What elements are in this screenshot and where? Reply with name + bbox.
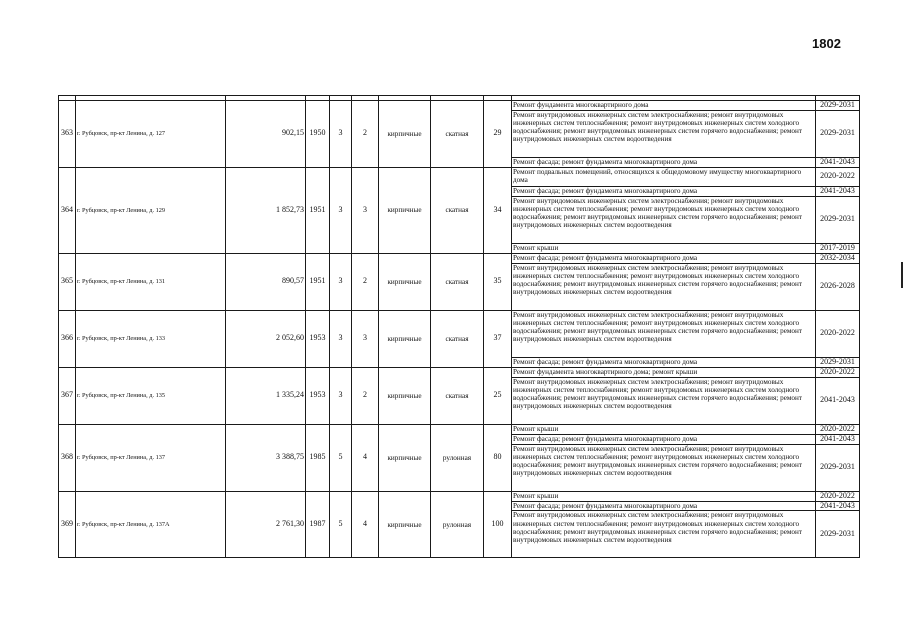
object-entrances: 3 bbox=[352, 310, 379, 367]
object-floors: 3 bbox=[330, 367, 352, 424]
work-period: 2029-2031 bbox=[816, 444, 860, 491]
work-period: 2041-2043 bbox=[816, 157, 860, 167]
object-wall-material: кирпичные bbox=[379, 253, 431, 310]
object-apartments: 25 bbox=[484, 367, 512, 424]
work-description: Ремонт фасада; ремонт фундамента многоквартирного дома bbox=[512, 157, 816, 167]
work-description: Ремонт фасада; ремонт фундамента многоквартирного дома bbox=[512, 253, 816, 263]
work-description: Ремонт фасада; ремонт фундамента многоквартирного дома bbox=[512, 186, 816, 196]
object-entrances: 4 bbox=[352, 491, 379, 558]
table-row bbox=[59, 101, 860, 111]
object-area: 1 335,24 bbox=[226, 367, 306, 424]
work-period: 2020-2022 bbox=[816, 310, 860, 357]
object-roof-type: скатная bbox=[431, 101, 484, 168]
object-apartments: 29 bbox=[484, 101, 512, 168]
work-period: 2029-2031 bbox=[816, 110, 860, 157]
object-wall-material: кирпичные bbox=[379, 101, 431, 168]
object-year: 1985 bbox=[306, 424, 330, 491]
object-wall-material: кирпичные bbox=[379, 310, 431, 367]
object-apartments: 80 bbox=[484, 424, 512, 491]
object-area: 3 388,75 bbox=[226, 424, 306, 491]
object-address: г. Рубцовск, пр-кт Ленина, д. 137 bbox=[76, 424, 226, 491]
object-address: г. Рубцовск, пр-кт Ленина, д. 135 bbox=[76, 367, 226, 424]
work-period: 2017-2019 bbox=[816, 243, 860, 253]
work-description: Ремонт внутридомовых инженерных систем электроснабжения; ремонт внутридомовых инженерных систем теплоснабжения; ремонт внутридомовых инженерных систем холодного водоснабжения; ремонт внутридомовых инженерных систем горячего водоснабжения; ремонт внутридомовых инженерных систем водоотведения bbox=[512, 377, 816, 424]
object-apartments: 35 bbox=[484, 253, 512, 310]
table-row bbox=[59, 167, 860, 186]
work-period: 2029-2031 bbox=[816, 196, 860, 243]
object-number: 368 bbox=[59, 424, 76, 491]
object-apartments: 34 bbox=[484, 167, 512, 253]
object-apartments: 37 bbox=[484, 310, 512, 367]
work-period: 2041-2043 bbox=[816, 186, 860, 196]
table-body bbox=[59, 96, 860, 558]
work-description: Ремонт крыши bbox=[512, 424, 816, 434]
work-period: 2026-2028 bbox=[816, 263, 860, 310]
object-roof-type: скатная bbox=[431, 167, 484, 253]
table-row bbox=[59, 491, 860, 501]
table-row bbox=[59, 310, 860, 357]
object-floors: 3 bbox=[330, 167, 352, 253]
object-year: 1987 bbox=[306, 491, 330, 558]
work-description: Ремонт внутридомовых инженерных систем электроснабжения; ремонт внутридомовых инженерных систем теплоснабжения; ремонт внутридомовых инженерных систем холодного водоснабжения; ремонт внутридомовых инженерных систем горячего водоснабжения; ремонт внутридомовых инженерных систем водоотведения bbox=[512, 511, 816, 558]
object-roof-type: скатная bbox=[431, 253, 484, 310]
work-period: 2020-2022 bbox=[816, 367, 860, 377]
work-period: 2020-2022 bbox=[816, 167, 860, 186]
object-floors: 3 bbox=[330, 253, 352, 310]
object-address: г. Рубцовск, пр-кт Ленина, д. 137А bbox=[76, 491, 226, 558]
table-row bbox=[59, 424, 860, 434]
object-roof-type: рулонная bbox=[431, 424, 484, 491]
table-row bbox=[59, 253, 860, 263]
work-description: Ремонт фасада; ремонт фундамента многоквартирного дома bbox=[512, 434, 816, 444]
object-wall-material: кирпичные bbox=[379, 491, 431, 558]
work-period: 2029-2031 bbox=[816, 101, 860, 111]
object-number: 365 bbox=[59, 253, 76, 310]
work-description: Ремонт внутридомовых инженерных систем электроснабжения; ремонт внутридомовых инженерных систем теплоснабжения; ремонт внутридомовых инженерных систем холодного водоснабжения; ремонт внутридомовых инженерных систем горячего водоснабжения; ремонт внутридомовых инженерных систем водоотведения bbox=[512, 263, 816, 310]
object-area: 890,57 bbox=[226, 253, 306, 310]
object-wall-material: кирпичные bbox=[379, 367, 431, 424]
work-period: 2041-2043 bbox=[816, 377, 860, 424]
scan-mark bbox=[901, 262, 903, 288]
object-floors: 5 bbox=[330, 424, 352, 491]
object-year: 1951 bbox=[306, 167, 330, 253]
table-row bbox=[59, 367, 860, 377]
work-period: 2020-2022 bbox=[816, 424, 860, 434]
object-address: г. Рубцовск, пр-кт Ленина, д. 133 bbox=[76, 310, 226, 367]
object-area: 902,15 bbox=[226, 101, 306, 168]
work-period: 2020-2022 bbox=[816, 491, 860, 501]
work-description: Ремонт внутридомовых инженерных систем электроснабжения; ремонт внутридомовых инженерных систем теплоснабжения; ремонт внутридомовых инженерных систем холодного водоснабжения; ремонт внутридомовых инженерных систем горячего водоснабжения; ремонт внутридомовых инженерных систем водоотведения bbox=[512, 110, 816, 157]
work-period: 2029-2031 bbox=[816, 511, 860, 558]
object-floors: 3 bbox=[330, 101, 352, 168]
object-number: 363 bbox=[59, 101, 76, 168]
object-entrances: 2 bbox=[352, 101, 379, 168]
work-description: Ремонт фасада; ремонт фундамента многоквартирного дома bbox=[512, 357, 816, 367]
work-description: Ремонт крыши bbox=[512, 491, 816, 501]
object-number: 369 bbox=[59, 491, 76, 558]
object-wall-material: кирпичные bbox=[379, 167, 431, 253]
object-roof-type: скатная bbox=[431, 310, 484, 367]
object-year: 1953 bbox=[306, 367, 330, 424]
object-apartments: 100 bbox=[484, 491, 512, 558]
work-description: Ремонт фасада; ремонт фундамента многоквартирного дома bbox=[512, 501, 816, 511]
object-floors: 5 bbox=[330, 491, 352, 558]
object-entrances: 3 bbox=[352, 167, 379, 253]
repair-plan-table bbox=[58, 95, 860, 558]
object-year: 1951 bbox=[306, 253, 330, 310]
work-period: 2041-2043 bbox=[816, 434, 860, 444]
object-number: 364 bbox=[59, 167, 76, 253]
object-address: г. Рубцовск, пр-кт Ленина, д. 129 bbox=[76, 167, 226, 253]
object-roof-type: скатная bbox=[431, 367, 484, 424]
work-description: Ремонт подвальных помещений, относящихся к общедомовому имуществу многоквартирного дома bbox=[512, 167, 816, 186]
work-description: Ремонт внутридомовых инженерных систем электроснабжения; ремонт внутридомовых инженерных систем теплоснабжения; ремонт внутридомовых инженерных систем холодного водоснабжения; ремонт внутридомовых инженерных систем горячего водоснабжения; ремонт внутридомовых инженерных систем водоотведения bbox=[512, 196, 816, 243]
work-description: Ремонт внутридомовых инженерных систем электроснабжения; ремонт внутридомовых инженерных систем теплоснабжения; ремонт внутридомовых инженерных систем холодного водоснабжения; ремонт внутридомовых инженерных систем горячего водоснабжения; ремонт внутридомовых инженерных систем водоотведения bbox=[512, 310, 816, 357]
work-period: 2041-2043 bbox=[816, 501, 860, 511]
object-number: 366 bbox=[59, 310, 76, 367]
object-entrances: 2 bbox=[352, 367, 379, 424]
object-entrances: 4 bbox=[352, 424, 379, 491]
page-number: 1802 bbox=[812, 36, 841, 51]
object-number: 367 bbox=[59, 367, 76, 424]
work-period: 2032-2034 bbox=[816, 253, 860, 263]
object-wall-material: кирпичные bbox=[379, 424, 431, 491]
object-roof-type: рулонная bbox=[431, 491, 484, 558]
work-description: Ремонт фундамента многоквартирного дома; ремонт крыши bbox=[512, 367, 816, 377]
object-floors: 3 bbox=[330, 310, 352, 367]
object-address: г. Рубцовск, пр-кт Ленина, д. 127 bbox=[76, 101, 226, 168]
object-year: 1950 bbox=[306, 101, 330, 168]
object-entrances: 2 bbox=[352, 253, 379, 310]
object-area: 1 852,73 bbox=[226, 167, 306, 253]
work-period: 2029-2031 bbox=[816, 357, 860, 367]
object-year: 1953 bbox=[306, 310, 330, 367]
work-description: Ремонт фундамента многоквартирного дома bbox=[512, 101, 816, 111]
object-area: 2 761,30 bbox=[226, 491, 306, 558]
work-description: Ремонт внутридомовых инженерных систем электроснабжения; ремонт внутридомовых инженерных систем теплоснабжения; ремонт внутридомовых инженерных систем холодного водоснабжения; ремонт внутридомовых инженерных систем горячего водоснабжения; ремонт внутридомовых инженерных систем водоотведения bbox=[512, 444, 816, 491]
object-area: 2 052,60 bbox=[226, 310, 306, 367]
object-address: г. Рубцовск, пр-кт Ленина, д. 131 bbox=[76, 253, 226, 310]
work-description: Ремонт крыши bbox=[512, 243, 816, 253]
